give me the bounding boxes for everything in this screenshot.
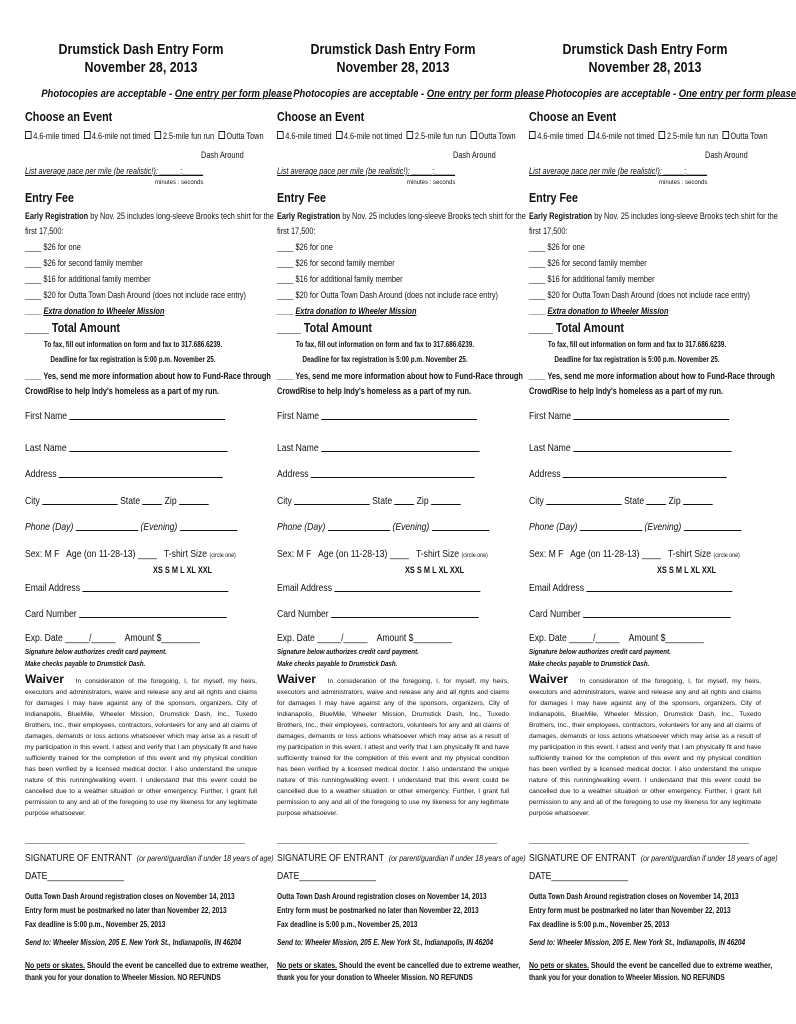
waiver-title: Waiver (277, 672, 316, 686)
refund-note: thank you for your donation to Wheeler Mission. NO REFUNDS (25, 973, 221, 982)
no-pets-note: No pets or skates. Should the event be cancelled due to extreme weather, (529, 960, 773, 970)
entry-form-column (529, 0, 796, 1024)
no-pets-note: No pets or skates. Should the event be cancelled due to extreme weather, (277, 960, 521, 970)
checkbox-icon[interactable] (588, 131, 595, 139)
fee-option-outta-town[interactable]: ____ $20 for Outta Town Dash Around (does not include race entry) (529, 290, 750, 300)
card-number-field[interactable]: Card Number (277, 608, 479, 620)
checkbox-icon[interactable] (529, 131, 536, 139)
waiver-text: In consideration of the foregoing, I, for myself, my heirs, executors and administrators, waive and release any and all rights and claims for damages I may have against any of the sponsors, organizers, City of Indianapolis, BlueMile, Wheeler Mission, Drumstick Dash, Inc., Tuxedo Brothers, Inc., their employees, contractors, volunteers for any and all claims of damages, demands or loss actions whatsoever which may arise as a result of my participation in this event. I attest and verify that I am physically fit and have sufficiently trained for the completion of this event and my physical condition has been verified by a licensed medical doctor. I also understand the unique nature of this running/walking event. I understand that this event could be cancelled due to a weather situation or other emergency. Further, I grant full permission to any and all of the foregoing to use my likeness for any legitimate purpose whatsoever. (529, 678, 761, 817)
choose-event-heading: Choose an Event (277, 110, 365, 124)
fax-deadline-note: Fax deadline is 5:00 p.m., November 25, 2013 (277, 920, 418, 929)
event-option[interactable]: 4.6-mile timed (529, 131, 584, 141)
signature-line[interactable] (277, 843, 497, 844)
event-options (25, 131, 264, 141)
fee-option-outta-town[interactable]: ____ $20 for Outta Town Dash Around (does not include race entry) (277, 290, 498, 300)
last-name-field[interactable]: Last Name (277, 442, 479, 454)
choose-event-heading: Choose an Event (25, 110, 113, 124)
send-to-address: Send to: Wheeler Mission, 205 E. New York St., Indianapolis, IN 46204 (529, 938, 746, 947)
form-date: November 28, 2013 (84, 60, 198, 76)
email-field[interactable]: Email Address (529, 582, 732, 594)
fee-option-second[interactable]: ____ $26 for second family member (277, 258, 395, 268)
refund-note: thank you for your donation to Wheeler Mission. NO REFUNDS (529, 973, 725, 982)
address-field[interactable]: Address (277, 468, 475, 480)
signature-line[interactable] (25, 843, 245, 844)
waiver-text: In consideration of the foregoing, I, for myself, my heirs, executors and administrators, waive and release any and all rights and claims for damages I may have against any of the sponsors, organizers, City of Indianapolis, BlueMile, Wheeler Mission, Drumstick Dash, Inc., Tuxedo Brothers, Inc., their employees, contractors, volunteers for any and all claims of damages, demands or loss actions whatsoever which may arise as a result of my participation in this event. I attest and verify that I am physically fit and have sufficiently trained for the completion of this event and my physical condition has been verified by a licensed medical doctor. I also understand the unique nature of this running/walking event. I understand that this event could be cancelled due to a weather situation or other emergency. Further, I grant full permission to any and all of the foregoing to use my likeness for any legitimate purpose whatsoever. (25, 678, 257, 817)
event-option[interactable]: 4.6-mile not timed (84, 131, 151, 141)
fee-option-one[interactable]: ____ $26 for one (277, 242, 333, 252)
event-option-cont: Dash Around (453, 150, 496, 160)
crowdrise-option[interactable]: ____ Yes, send me more information about how to Fund-Race through (25, 371, 271, 381)
fee-option-additional[interactable]: ____ $16 for additional family member (25, 274, 151, 284)
signature-label: SIGNATURE OF ENTRANT (or parent/guardian if under 18 years of age) (277, 852, 526, 864)
event-option[interactable]: 4.6-mile timed (277, 131, 332, 141)
fee-option-second[interactable]: ____ $26 for second family member (25, 258, 143, 268)
checkbox-icon[interactable] (25, 131, 32, 139)
early-registration: Early Registration by Nov. 25 includes long-sleeve Brooks tech shirt for the (529, 211, 778, 221)
event-option[interactable]: 4.6-mile timed (25, 131, 80, 141)
total-amount[interactable]: ____ Total Amount (25, 321, 120, 335)
pace-label: List average pace per mile (be realistic!): _____:_____ (277, 166, 456, 176)
address-field[interactable]: Address (25, 468, 223, 480)
first-name-field[interactable]: First Name (277, 410, 477, 422)
fax-deadline-note: Fax deadline is 5:00 p.m., November 25, 2013 (25, 920, 166, 929)
waiver (277, 674, 509, 819)
phone-fields[interactable]: Phone (Day) (Evening) (25, 521, 237, 533)
no-pets-note: No pets or skates. Should the event be cancelled due to extreme weather, (25, 960, 269, 970)
last-name-field[interactable]: Last Name (25, 442, 227, 454)
sex-age-tshirt[interactable]: Sex: M F Age (on 11-28-13) ____ T-shirt Size (circle one) (277, 548, 488, 560)
donation-line[interactable]: ____ Extra donation to Wheeler Mission (529, 306, 669, 316)
event-options (277, 131, 516, 141)
event-option[interactable]: Outta Town (218, 131, 263, 141)
outta-town-closing: Outta Town Dash Around registration closes on November 14, 2013 (25, 892, 235, 901)
donation-line[interactable]: ____ Extra donation to Wheeler Mission (25, 306, 165, 316)
waiver (25, 674, 257, 819)
city-state-zip[interactable]: City State Zip (277, 495, 461, 507)
photocopies-note: Photocopies are acceptable - One entry per form please (293, 88, 545, 100)
checkbox-icon[interactable] (155, 131, 162, 139)
donation-line[interactable]: ____ Extra donation to Wheeler Mission (277, 306, 417, 316)
signature-note: Signature below authorizes credit card payment. (277, 647, 419, 656)
signature-note: Signature below authorizes credit card payment. (529, 647, 671, 656)
entry-form-column (25, 0, 293, 1024)
entry-form-column (277, 0, 545, 1024)
entry-fee-heading: Entry Fee (529, 191, 578, 205)
photocopies-note: Photocopies are acceptable - One entry per form please (545, 88, 796, 100)
send-to-address: Send to: Wheeler Mission, 205 E. New York St., Indianapolis, IN 46204 (277, 938, 494, 947)
fee-option-second[interactable]: ____ $26 for second family member (529, 258, 647, 268)
address-field[interactable]: Address (529, 468, 727, 480)
photocopies-note: Photocopies are acceptable - One entry per form please (41, 88, 293, 100)
waiver-title: Waiver (25, 672, 64, 686)
first-name-field[interactable]: First Name (529, 410, 729, 422)
postmark-deadline: Entry form must be postmarked no later than November 22, 2013 (277, 906, 479, 915)
tshirt-sizes[interactable]: XS S M L XL XXL (405, 565, 465, 575)
send-to-address: Send to: Wheeler Mission, 205 E. New York St., Indianapolis, IN 46204 (25, 938, 242, 947)
fee-option-one[interactable]: ____ $26 for one (529, 242, 585, 252)
form-date: November 28, 2013 (336, 60, 450, 76)
checks-note: Make checks payable to Drumstick Dash. (277, 659, 398, 668)
checkbox-icon[interactable] (84, 131, 91, 139)
early-registration-cont: first 17,500: (277, 226, 316, 236)
tshirt-sizes[interactable]: XS S M L XL XXL (657, 565, 717, 575)
outta-town-closing: Outta Town Dash Around registration closes on November 14, 2013 (529, 892, 739, 901)
signature-label: SIGNATURE OF ENTRANT (or parent/guardian if under 18 years of age) (529, 852, 778, 864)
fee-option-one[interactable]: ____ $26 for one (25, 242, 81, 252)
exp-amount[interactable]: Exp. Date _____/_____ Amount $________ (529, 632, 704, 644)
pace-units: minutes : seconds (155, 180, 204, 186)
total-amount[interactable]: ____ Total Amount (277, 321, 372, 335)
fee-option-outta-town[interactable]: ____ $20 for Outta Town Dash Around (does not include race entry) (25, 290, 246, 300)
checkbox-icon[interactable] (277, 131, 284, 139)
sex-age-tshirt[interactable]: Sex: M F Age (on 11-28-13) ____ T-shirt Size (circle one) (529, 548, 740, 560)
waiver (529, 674, 761, 819)
phone-fields[interactable]: Phone (Day) (Evening) (277, 521, 489, 533)
date-field[interactable]: DATE________________ (25, 870, 124, 882)
fax-deadline-note: Fax deadline is 5:00 p.m., November 25, 2013 (529, 920, 670, 929)
early-registration-cont: first 17,500: (25, 226, 64, 236)
exp-amount[interactable]: Exp. Date _____/_____ Amount $________ (25, 632, 200, 644)
checkbox-icon[interactable] (218, 131, 225, 139)
checkbox-icon[interactable] (722, 131, 729, 139)
checkbox-icon[interactable] (407, 131, 414, 139)
crowdrise-option[interactable]: ____ Yes, send me more information about how to Fund-Race through (277, 371, 523, 381)
city-state-zip[interactable]: City State Zip (529, 495, 713, 507)
form-title: Drumstick Dash Entry Form (562, 42, 728, 58)
card-number-field[interactable]: Card Number (25, 608, 227, 620)
event-option[interactable]: 2.5-mile fun run (155, 131, 214, 141)
checks-note: Make checks payable to Drumstick Dash. (25, 659, 146, 668)
pace-label: List average pace per mile (be realistic!): _____:_____ (25, 166, 204, 176)
exp-amount[interactable]: Exp. Date _____/_____ Amount $________ (277, 632, 452, 644)
first-name-field[interactable]: First Name (25, 410, 225, 422)
date-field[interactable]: DATE________________ (529, 870, 628, 882)
fee-option-additional[interactable]: ____ $16 for additional family member (277, 274, 403, 284)
fax-deadline: Deadline for fax registration is 5:00 p.m. November 25. (302, 355, 468, 364)
signature-label: SIGNATURE OF ENTRANT (or parent/guardian if under 18 years of age) (25, 852, 274, 864)
postmark-deadline: Entry form must be postmarked no later than November 22, 2013 (529, 906, 731, 915)
event-option-cont: Dash Around (201, 150, 244, 160)
event-option[interactable]: 2.5-mile fun run (407, 131, 466, 141)
form-date: November 28, 2013 (588, 60, 702, 76)
checkbox-icon[interactable] (659, 131, 666, 139)
card-number-field[interactable]: Card Number (529, 608, 731, 620)
form-title: Drumstick Dash Entry Form (310, 42, 476, 58)
crowdrise-option-cont: CrowdRise to help Indy's homeless as a part of my run. (277, 386, 472, 396)
city-state-zip[interactable]: City State Zip (25, 495, 209, 507)
checkbox-icon[interactable] (470, 131, 477, 139)
early-registration: Early Registration by Nov. 25 includes long-sleeve Brooks tech shirt for the (277, 211, 526, 221)
form-title: Drumstick Dash Entry Form (58, 42, 224, 58)
signature-note: Signature below authorizes credit card payment. (25, 647, 167, 656)
waiver-text: In consideration of the foregoing, I, for myself, my heirs, executors and administrators, waive and release any and all rights and claims for damages I may have against any of the sponsors, organizers, City of Indianapolis, BlueMile, Wheeler Mission, Drumstick Dash, Inc., Tuxedo Brothers, Inc., their employees, contractors, volunteers for any and all claims of damages, demands or loss actions whatsoever which may arise as a result of my participation in this event. I attest and verify that I am physically fit and have sufficiently trained for the completion of this event and my physical condition has been verified by a licensed medical doctor. I also understand the unique nature of this running/walking event. I understand that this event could be cancelled due to a weather situation or other emergency. Further, I grant full permission to any and all of the foregoing to use my likeness for any legitimate purpose whatsoever. (277, 678, 509, 817)
fax-instructions: To fax, fill out information on form and fax to 317.686.6239. (43, 340, 223, 349)
signature-line[interactable] (529, 843, 749, 844)
checkbox-icon[interactable] (336, 131, 343, 139)
pace-field[interactable]: _____:_____ (159, 166, 204, 176)
fax-instructions: To fax, fill out information on form and fax to 317.686.6239. (547, 340, 727, 349)
date-field[interactable]: DATE________________ (277, 870, 376, 882)
fax-instructions: To fax, fill out information on form and fax to 317.686.6239. (295, 340, 475, 349)
entry-fee-heading: Entry Fee (277, 191, 326, 205)
early-registration: Early Registration by Nov. 25 includes long-sleeve Brooks tech shirt for the (25, 211, 274, 221)
pace-label: List average pace per mile (be realistic!): _____:_____ (529, 166, 708, 176)
crowdrise-option-cont: CrowdRise to help Indy's homeless as a part of my run. (25, 386, 220, 396)
pace-units: minutes : seconds (407, 180, 456, 186)
early-registration-cont: first 17,500: (529, 226, 568, 236)
event-option[interactable]: Outta Town (722, 131, 767, 141)
event-option[interactable]: Outta Town (470, 131, 515, 141)
fee-option-additional[interactable]: ____ $16 for additional family member (529, 274, 655, 284)
event-options (529, 131, 768, 141)
pace-field[interactable]: _____:_____ (663, 166, 708, 176)
fax-deadline: Deadline for fax registration is 5:00 p.m. November 25. (554, 355, 720, 364)
email-field[interactable]: Email Address (25, 582, 228, 594)
event-option[interactable]: 4.6-mile not timed (588, 131, 655, 141)
tshirt-sizes[interactable]: XS S M L XL XXL (153, 565, 213, 575)
refund-note: thank you for your donation to Wheeler Mission. NO REFUNDS (277, 973, 473, 982)
postmark-deadline: Entry form must be postmarked no later than November 22, 2013 (25, 906, 227, 915)
waiver-title: Waiver (529, 672, 568, 686)
fax-deadline: Deadline for fax registration is 5:00 p.m. November 25. (50, 355, 216, 364)
choose-event-heading: Choose an Event (529, 110, 617, 124)
checks-note: Make checks payable to Drumstick Dash. (529, 659, 650, 668)
last-name-field[interactable]: Last Name (529, 442, 731, 454)
crowdrise-option[interactable]: ____ Yes, send me more information about how to Fund-Race through (529, 371, 775, 381)
pace-units: minutes : seconds (659, 180, 708, 186)
event-option[interactable]: 2.5-mile fun run (659, 131, 718, 141)
email-field[interactable]: Email Address (277, 582, 480, 594)
crowdrise-option-cont: CrowdRise to help Indy's homeless as a part of my run. (529, 386, 724, 396)
sex-age-tshirt[interactable]: Sex: M F Age (on 11-28-13) ____ T-shirt Size (circle one) (25, 548, 236, 560)
pace-field[interactable]: _____:_____ (411, 166, 456, 176)
event-option[interactable]: 4.6-mile not timed (336, 131, 403, 141)
event-option-cont: Dash Around (705, 150, 748, 160)
outta-town-closing: Outta Town Dash Around registration closes on November 14, 2013 (277, 892, 487, 901)
entry-fee-heading: Entry Fee (25, 191, 74, 205)
total-amount[interactable]: ____ Total Amount (529, 321, 624, 335)
phone-fields[interactable]: Phone (Day) (Evening) (529, 521, 741, 533)
